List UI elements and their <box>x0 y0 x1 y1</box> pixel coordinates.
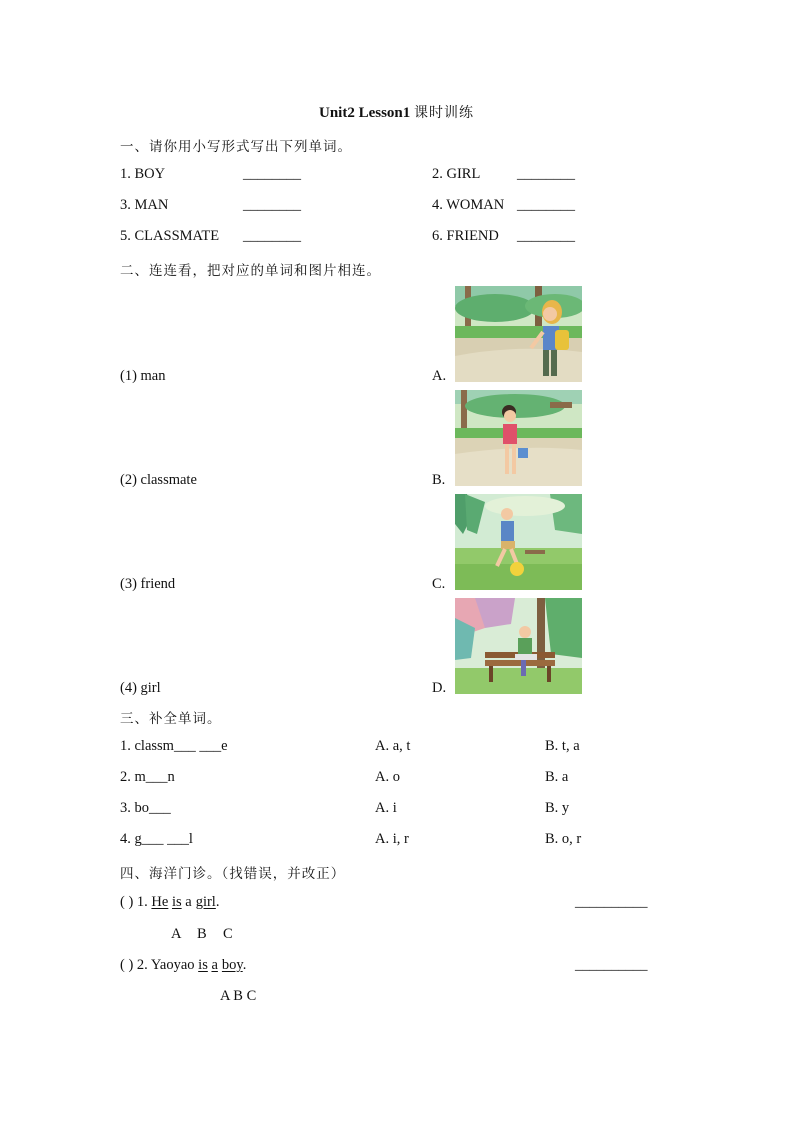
s4-q1-number: 1. <box>136 894 148 910</box>
s1-item-3-label: 3. MAN <box>120 197 169 213</box>
boy-kicking-ball-picture[interactable] <box>455 494 582 590</box>
s4-q1-word-article: a <box>185 894 192 910</box>
title-chinese: 课时训练 <box>414 105 475 121</box>
match-word-4[interactable]: (4) girl <box>120 680 161 696</box>
section1-heading: 一、请你用小写形式写出下列单词。 <box>120 139 352 155</box>
s4-q1-answer-paren[interactable]: ( ) <box>120 894 134 910</box>
s4-q1-letter-c: C <box>223 926 233 942</box>
s1-item-1-label: 1. BOY <box>120 166 166 182</box>
man-on-bench-picture[interactable] <box>455 598 582 694</box>
s1-item-6-blank[interactable]: ________ <box>517 228 575 244</box>
s3-q4-option-a[interactable]: A. i, r <box>375 831 409 847</box>
s4-q1-word-c[interactable]: girl <box>195 894 216 910</box>
s3-q1-option-a[interactable]: A. a, t <box>375 738 411 754</box>
match-letter-d: D. <box>432 680 447 696</box>
s4-q2-period: . <box>242 957 247 973</box>
s4-q2-correction-blank[interactable]: __________ <box>575 957 648 973</box>
s4-q2-word-a[interactable]: is <box>198 957 208 973</box>
s4-q1-sentence <box>120 894 219 911</box>
s4-q1-letter-a: A <box>171 926 182 942</box>
s1-item-1-blank[interactable]: ________ <box>243 166 301 182</box>
s1-item-4-blank[interactable]: ________ <box>517 197 575 213</box>
s1-item-2-label: 2. GIRL <box>432 166 481 182</box>
s3-q3: 3. bo___ <box>120 800 171 816</box>
girl-with-bag-picture[interactable] <box>455 390 582 486</box>
match-letter-c: C. <box>432 576 446 592</box>
s4-q1-word-a[interactable]: He <box>151 894 169 910</box>
s3-q4: 4. g___ ___l <box>120 831 193 847</box>
s3-q1: 1. classm___ ___e <box>120 738 228 754</box>
s3-q2-option-b[interactable]: B. a <box>545 769 569 785</box>
s4-q2-word-b[interactable]: a <box>211 957 218 973</box>
s1-item-6-label: 6. FRIEND <box>432 228 499 244</box>
match-letter-a: A. <box>432 368 447 384</box>
s4-q2-letters: A B C <box>220 988 257 1004</box>
section4-heading: 四、海洋门诊。（找错误，并改正） <box>120 866 346 882</box>
s1-item-5-blank[interactable]: ________ <box>243 228 301 244</box>
s4-q2-word-name: Yaoyao <box>150 957 195 973</box>
title-english: Unit2 Lesson1 <box>318 105 411 121</box>
s1-item-4-label: 4. WOMAN <box>432 197 505 213</box>
section2-heading: 二、连连看，把对应的单词和图片相连。 <box>120 263 381 279</box>
s1-item-5-label: 5. CLASSMATE <box>120 228 220 244</box>
match-word-2[interactable]: (2) classmate <box>120 472 197 488</box>
s1-item-3-blank[interactable]: ________ <box>243 197 301 213</box>
girl-with-backpack-picture[interactable] <box>455 286 582 382</box>
s4-q2-number: 2. <box>136 957 148 973</box>
s3-q1-option-b[interactable]: B. t, a <box>545 738 580 754</box>
match-word-1[interactable]: (1) man <box>120 368 166 384</box>
s4-q1-word-b[interactable]: is <box>171 894 182 910</box>
s4-q2-word-c[interactable]: boy <box>221 957 243 973</box>
s4-q1-period: . <box>215 894 220 910</box>
s4-q2-sentence <box>120 957 246 974</box>
s3-q2: 2. m___n <box>120 769 175 785</box>
match-letter-b: B. <box>432 472 446 488</box>
s4-q1-letter-b: B <box>197 926 207 942</box>
match-word-3[interactable]: (3) friend <box>120 576 176 592</box>
s4-q2-answer-paren[interactable]: ( ) <box>120 957 134 973</box>
page-title <box>0 102 793 122</box>
s1-item-2-blank[interactable]: ________ <box>517 166 575 182</box>
s3-q3-option-b[interactable]: B. y <box>545 800 570 816</box>
s3-q4-option-b[interactable]: B. o, r <box>545 831 582 847</box>
section3-heading: 三、补全单词。 <box>120 711 222 727</box>
s4-q1-correction-blank[interactable]: __________ <box>575 894 648 910</box>
s3-q3-option-a[interactable]: A. i <box>375 800 397 816</box>
s3-q2-option-a[interactable]: A. o <box>375 769 400 785</box>
